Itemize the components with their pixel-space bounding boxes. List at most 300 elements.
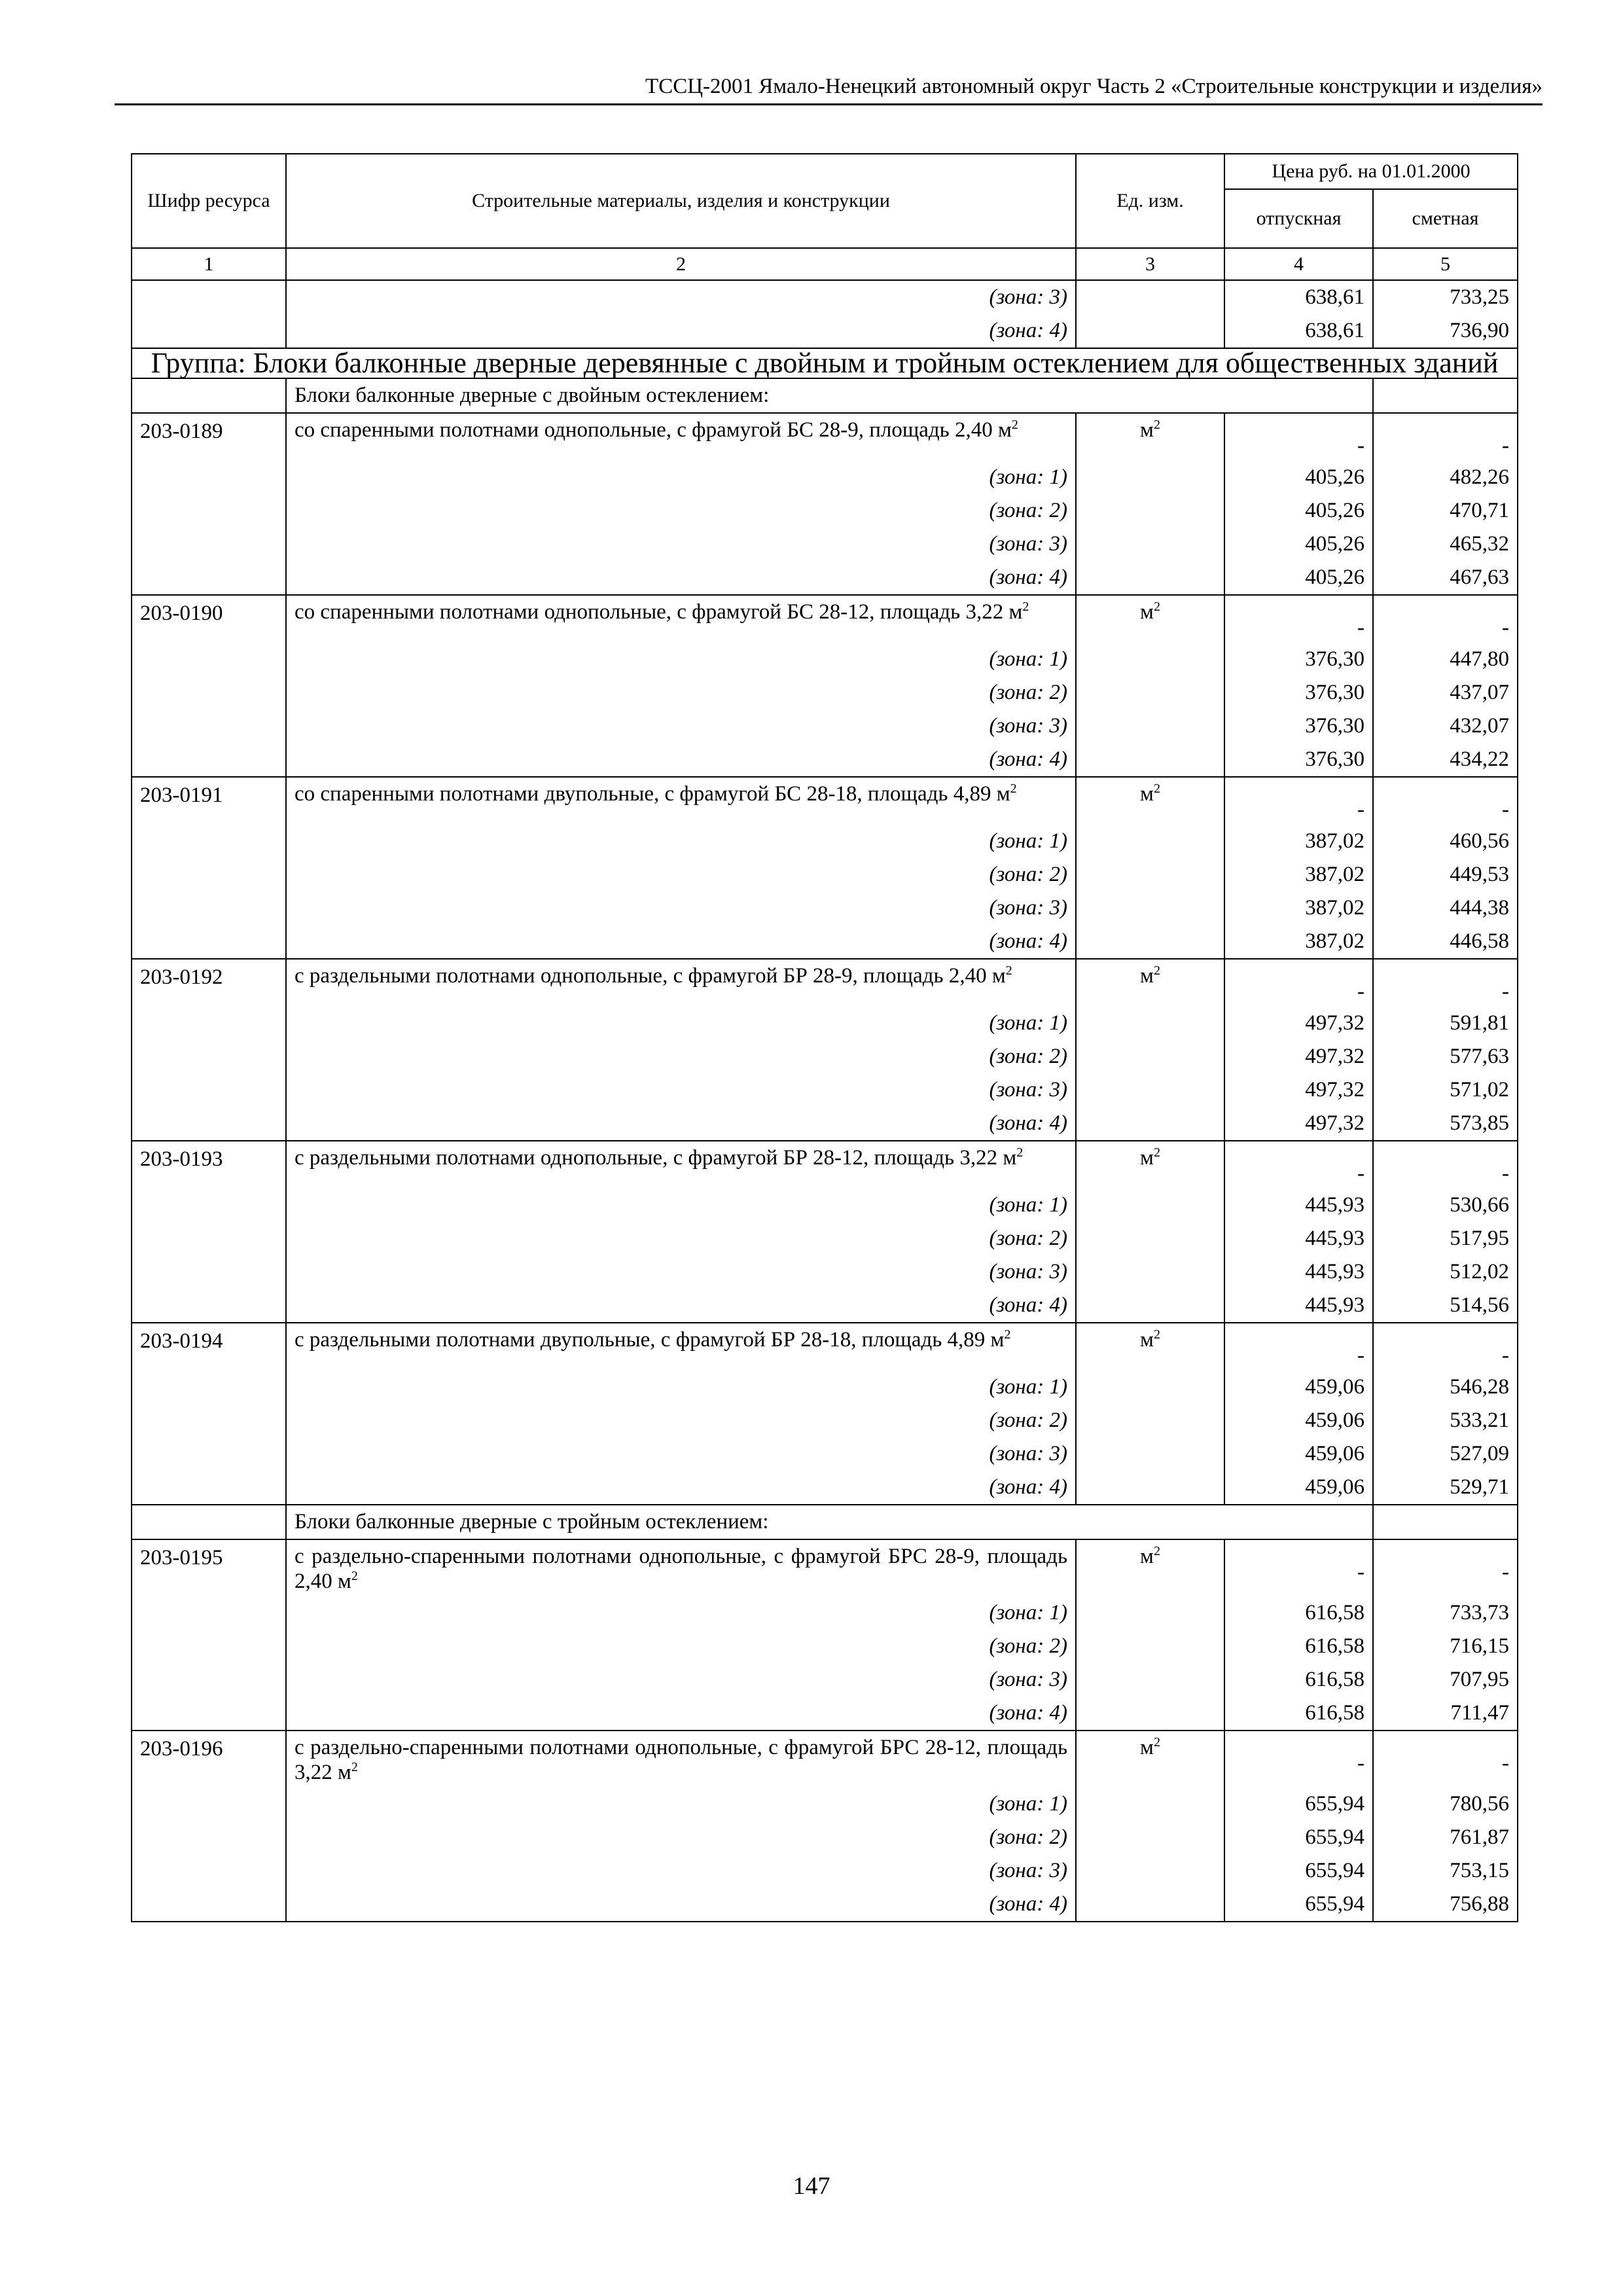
estimate-price: -	[1373, 1323, 1518, 1371]
code-cell	[132, 1255, 286, 1289]
release-price: 655,94	[1224, 1854, 1373, 1888]
unit-cell	[1076, 413, 1224, 461]
zone-label: (зона: 3)	[286, 1854, 1076, 1888]
item-description: со спаренными полотнами однопольные, с фрамугой БС 28-12, площадь 3,22 $м^2$	[286, 595, 1076, 643]
zone-label: (зона: 2)	[286, 1630, 1076, 1663]
release-price: 376,30	[1224, 676, 1373, 709]
col-number: 1	[132, 248, 286, 280]
unit-cell	[1076, 528, 1224, 561]
zone-label: (зона: 3)	[286, 1437, 1076, 1471]
col-number: 3	[1076, 248, 1224, 280]
unit-cell	[1076, 1471, 1224, 1505]
zone-row	[132, 1854, 1518, 1888]
code-cell	[132, 1189, 286, 1222]
code-cell	[132, 1437, 286, 1471]
code-cell	[132, 925, 286, 959]
code-cell	[132, 643, 286, 676]
estimate-price: -	[1373, 1731, 1518, 1787]
code-cell	[132, 891, 286, 925]
zone-label: (зона: 2)	[286, 1404, 1076, 1437]
zone-label: (зона: 1)	[286, 1189, 1076, 1222]
estimate-price: 573,85	[1373, 1107, 1518, 1141]
estimate-price: -	[1373, 959, 1518, 1007]
release-price: 445,93	[1224, 1189, 1373, 1222]
subgroup-row	[132, 378, 1518, 413]
table-header	[132, 154, 1518, 280]
unit-cell	[1076, 1007, 1224, 1040]
estimate-price: 707,95	[1373, 1663, 1518, 1696]
item-row	[132, 1731, 1518, 1787]
estimate-price: 533,21	[1373, 1404, 1518, 1437]
release-price: 638,61	[1224, 314, 1373, 348]
unit-cell	[1076, 1371, 1224, 1404]
zone-label: (зона: 2)	[286, 1222, 1076, 1255]
estimate-price: 571,02	[1373, 1073, 1518, 1107]
unit-cell	[1076, 1222, 1224, 1255]
col-header-price: Цена руб. на 01.01.2000	[1224, 154, 1518, 189]
estimate-price: 761,87	[1373, 1821, 1518, 1854]
unit-cell	[1076, 1255, 1224, 1289]
item-description: с раздельно-спаренными полотнами однопольные, с фрамугой БРС 28-12, площадь 3,22 $м^2$	[286, 1731, 1076, 1787]
unit-cell	[1076, 1821, 1224, 1854]
release-price: -	[1224, 595, 1373, 643]
estimate-price: 514,56	[1373, 1289, 1518, 1323]
release-price: 445,93	[1224, 1289, 1373, 1323]
zone-label: (зона: 1)	[286, 461, 1076, 494]
zone-row	[132, 825, 1518, 858]
code-cell	[132, 280, 286, 314]
code-cell	[132, 1505, 286, 1539]
zone-row	[132, 1404, 1518, 1437]
item-row	[132, 1141, 1518, 1189]
unit-cell	[1076, 825, 1224, 858]
code-cell	[132, 1696, 286, 1731]
area-unit-superscript: 2	[1010, 781, 1017, 796]
release-price: 376,30	[1224, 643, 1373, 676]
zone-row	[132, 314, 1518, 348]
zone-row	[132, 709, 1518, 743]
zone-label: (зона: 2)	[286, 858, 1076, 891]
unit-cell	[1076, 314, 1224, 348]
zone-row	[132, 1787, 1518, 1821]
code-cell	[132, 1471, 286, 1505]
zone-label: (зона: 4)	[286, 925, 1076, 959]
price-table	[131, 153, 1518, 1922]
code-cell	[132, 1787, 286, 1821]
unit-label: м	[1140, 782, 1154, 806]
zone-label: (зона: 1)	[286, 1596, 1076, 1630]
zone-row	[132, 743, 1518, 777]
page-header: ТССЦ-2001 Ямало-Ненецкий автономный округ Часть 2 «Строительные конструкции и изделия»	[645, 75, 1543, 98]
estimate-price: -	[1373, 413, 1518, 461]
release-price: 445,93	[1224, 1255, 1373, 1289]
item-description: с раздельными полотнами однопольные, с фрамугой БР 28-9, площадь 2,40 $м^2$	[286, 959, 1076, 1007]
zone-row	[132, 1696, 1518, 1731]
unit-cell	[1076, 1696, 1224, 1731]
code-cell	[132, 378, 286, 413]
estimate-price: -	[1373, 1539, 1518, 1596]
resource-code: 203-0191	[132, 777, 286, 825]
code-cell	[132, 1073, 286, 1107]
zone-row	[132, 1073, 1518, 1107]
unit-cell	[1076, 1888, 1224, 1922]
zone-label: (зона: 4)	[286, 561, 1076, 595]
release-price: 638,61	[1224, 280, 1373, 314]
release-price: 387,02	[1224, 925, 1373, 959]
estimate-price: 432,07	[1373, 709, 1518, 743]
release-price: 616,58	[1224, 1630, 1373, 1663]
unit-superscript: 2	[1153, 600, 1160, 614]
zone-row	[132, 858, 1518, 891]
code-cell	[132, 1821, 286, 1854]
table-body	[132, 280, 1518, 1922]
zone-row	[132, 1630, 1518, 1663]
unit-superscript: 2	[1153, 781, 1160, 796]
unit-cell	[1076, 1787, 1224, 1821]
zone-label: (зона: 3)	[286, 1073, 1076, 1107]
zone-row	[132, 1007, 1518, 1040]
code-cell	[132, 1888, 286, 1922]
unit-cell	[1076, 280, 1224, 314]
release-price: 445,93	[1224, 1222, 1373, 1255]
unit-cell	[1076, 676, 1224, 709]
zone-label: (зона: 4)	[286, 1696, 1076, 1731]
zone-label: (зона: 3)	[286, 528, 1076, 561]
code-cell	[132, 1596, 286, 1630]
estimate-price: 449,53	[1373, 858, 1518, 891]
release-price: -	[1224, 959, 1373, 1007]
unit-cell	[1076, 1663, 1224, 1696]
code-cell	[132, 1040, 286, 1073]
unit-cell	[1076, 1630, 1224, 1663]
tail-cell	[1373, 1505, 1518, 1539]
zone-label: (зона: 1)	[286, 825, 1076, 858]
release-price: 655,94	[1224, 1888, 1373, 1922]
release-price: -	[1224, 777, 1373, 825]
zone-label: (зона: 3)	[286, 1663, 1076, 1696]
code-cell	[132, 709, 286, 743]
tail-cell	[1373, 378, 1518, 413]
unit-label: м	[1140, 1328, 1154, 1352]
estimate-price: -	[1373, 595, 1518, 643]
item-description: с раздельными полотнами однопольные, с фрамугой БР 28-12, площадь 3,22 $м^2$	[286, 1141, 1076, 1189]
zone-label: (зона: 3)	[286, 891, 1076, 925]
zone-label: (зона: 4)	[286, 1471, 1076, 1505]
area-unit-superscript: 2	[1011, 418, 1018, 432]
zone-row	[132, 1471, 1518, 1505]
unit-superscript: 2	[1153, 1544, 1160, 1558]
zone-label: (зона: 2)	[286, 1040, 1076, 1073]
code-cell	[132, 1404, 286, 1437]
unit-cell	[1076, 1073, 1224, 1107]
unit-superscript: 2	[1153, 963, 1160, 978]
release-price: 497,32	[1224, 1073, 1373, 1107]
unit-cell	[1076, 1854, 1224, 1888]
page-number: 147	[793, 2172, 830, 2200]
item-row	[132, 1323, 1518, 1371]
zone-label: (зона: 1)	[286, 643, 1076, 676]
code-cell	[132, 461, 286, 494]
unit-superscript: 2	[1153, 1145, 1160, 1160]
zone-row	[132, 561, 1518, 595]
unit-cell	[1076, 1404, 1224, 1437]
unit-cell	[1076, 1189, 1224, 1222]
col-header-name: Строительные материалы, изделия и конструкции	[286, 154, 1076, 248]
zone-label: (зона: 4)	[286, 314, 1076, 348]
release-price: 497,32	[1224, 1040, 1373, 1073]
unit-cell	[1076, 858, 1224, 891]
estimate-price: 546,28	[1373, 1371, 1518, 1404]
estimate-price: 733,73	[1373, 1596, 1518, 1630]
zone-label: (зона: 2)	[286, 494, 1076, 528]
zone-row	[132, 1371, 1518, 1404]
code-cell	[132, 1222, 286, 1255]
resource-code: 203-0194	[132, 1323, 286, 1371]
col-number: 2	[286, 248, 1076, 280]
code-cell	[132, 1663, 286, 1696]
resource-code: 203-0193	[132, 1141, 286, 1189]
zone-row	[132, 1040, 1518, 1073]
release-price: 405,26	[1224, 494, 1373, 528]
zone-row	[132, 1663, 1518, 1696]
estimate-price: 470,71	[1373, 494, 1518, 528]
estimate-price: 753,15	[1373, 1854, 1518, 1888]
unit-label: м	[1140, 1736, 1154, 1759]
unit-cell	[1076, 1107, 1224, 1141]
unit-cell	[1076, 1731, 1224, 1787]
zone-row	[132, 528, 1518, 561]
estimate-price: 482,26	[1373, 461, 1518, 494]
group-title: Группа: Блоки балконные дверные деревянные с двойным и тройным остеклением для общественных зданий	[132, 348, 1518, 378]
unit-cell	[1076, 709, 1224, 743]
unit-cell	[1076, 1141, 1224, 1189]
zone-row	[132, 280, 1518, 314]
code-cell	[132, 1854, 286, 1888]
zone-row	[132, 891, 1518, 925]
unit-cell	[1076, 461, 1224, 494]
area-unit-superscript: 2	[1004, 1327, 1011, 1342]
area-unit-superscript: 2	[1005, 963, 1012, 978]
estimate-price: 711,47	[1373, 1696, 1518, 1731]
unit-cell	[1076, 1289, 1224, 1323]
item-description: с раздельно-спаренными полотнами однопольные, с фрамугой БРС 28-9, площадь 2,40 $м^2$	[286, 1539, 1076, 1596]
estimate-price: 444,38	[1373, 891, 1518, 925]
code-cell	[132, 1107, 286, 1141]
release-price: 405,26	[1224, 561, 1373, 595]
zone-label: (зона: 3)	[286, 1255, 1076, 1289]
release-price: 459,06	[1224, 1437, 1373, 1471]
code-cell	[132, 494, 286, 528]
zone-label: (зона: 2)	[286, 1821, 1076, 1854]
unit-cell	[1076, 1040, 1224, 1073]
estimate-price: 437,07	[1373, 676, 1518, 709]
code-cell	[132, 1007, 286, 1040]
release-price: 387,02	[1224, 825, 1373, 858]
release-price: -	[1224, 1323, 1373, 1371]
resource-code: 203-0195	[132, 1539, 286, 1596]
code-cell	[132, 528, 286, 561]
item-row	[132, 959, 1518, 1007]
resource-code: 203-0189	[132, 413, 286, 461]
zone-row	[132, 1222, 1518, 1255]
code-cell	[132, 676, 286, 709]
estimate-price: 529,71	[1373, 1471, 1518, 1505]
release-price: 655,94	[1224, 1821, 1373, 1854]
item-row	[132, 413, 1518, 461]
col-number: 5	[1373, 248, 1518, 280]
estimate-price: 530,66	[1373, 1189, 1518, 1222]
item-description: со спаренными полотнами двупольные, с фрамугой БС 28-18, площадь 4,89 $м^2$	[286, 777, 1076, 825]
unit-superscript: 2	[1153, 1735, 1160, 1749]
zone-label: (зона: 2)	[286, 676, 1076, 709]
resource-code: 203-0196	[132, 1731, 286, 1787]
unit-cell	[1076, 1437, 1224, 1471]
unit-superscript: 2	[1153, 418, 1160, 432]
resource-code: 203-0190	[132, 595, 286, 643]
area-unit-superscript: 2	[351, 1569, 358, 1583]
zone-row	[132, 676, 1518, 709]
unit-cell	[1076, 643, 1224, 676]
area-unit-superscript: 2	[351, 1760, 358, 1774]
subgroup-title: Блоки балконные дверные с тройным остеклением:	[286, 1505, 1373, 1539]
estimate-price: 716,15	[1373, 1630, 1518, 1663]
unit-cell	[1076, 891, 1224, 925]
estimate-price: 756,88	[1373, 1888, 1518, 1922]
item-row	[132, 1539, 1518, 1596]
estimate-price: 591,81	[1373, 1007, 1518, 1040]
unit-cell	[1076, 1323, 1224, 1371]
estimate-price: 434,22	[1373, 743, 1518, 777]
subgroup-row	[132, 1505, 1518, 1539]
release-price: 616,58	[1224, 1663, 1373, 1696]
estimate-price: 446,58	[1373, 925, 1518, 959]
release-price: -	[1224, 1539, 1373, 1596]
unit-cell	[1076, 959, 1224, 1007]
release-price: 405,26	[1224, 461, 1373, 494]
unit-label: м	[1140, 1545, 1154, 1568]
header-divider	[115, 103, 1543, 105]
estimate-price: 517,95	[1373, 1222, 1518, 1255]
unit-label: м	[1140, 964, 1154, 988]
release-price: 459,06	[1224, 1471, 1373, 1505]
zone-label: (зона: 4)	[286, 743, 1076, 777]
zone-row	[132, 494, 1518, 528]
zone-label: (зона: 1)	[286, 1007, 1076, 1040]
zone-label: (зона: 1)	[286, 1787, 1076, 1821]
item-description: с раздельными полотнами двупольные, с фрамугой БР 28-18, площадь 4,89 $м^2$	[286, 1323, 1076, 1371]
release-price: -	[1224, 1731, 1373, 1787]
zone-label: (зона: 3)	[286, 709, 1076, 743]
col-number: 4	[1224, 248, 1373, 280]
col-header-estimate: сметная	[1373, 189, 1518, 248]
estimate-price: 465,32	[1373, 528, 1518, 561]
zone-row	[132, 1821, 1518, 1854]
unit-cell	[1076, 494, 1224, 528]
code-cell	[132, 825, 286, 858]
unit-cell	[1076, 925, 1224, 959]
estimate-price: 460,56	[1373, 825, 1518, 858]
release-price: 387,02	[1224, 891, 1373, 925]
item-description: со спаренными полотнами однопольные, с фрамугой БС 28-9, площадь 2,40 $м^2$	[286, 413, 1076, 461]
release-price: -	[1224, 413, 1373, 461]
unit-cell	[1076, 743, 1224, 777]
release-price: 376,30	[1224, 743, 1373, 777]
zone-label: (зона: 3)	[286, 280, 1076, 314]
release-price: 655,94	[1224, 1787, 1373, 1821]
zone-row	[132, 925, 1518, 959]
release-price: 497,32	[1224, 1107, 1373, 1141]
zone-row	[132, 1107, 1518, 1141]
release-price: 387,02	[1224, 858, 1373, 891]
unit-cell	[1076, 1539, 1224, 1596]
code-cell	[132, 561, 286, 595]
release-price: 616,58	[1224, 1696, 1373, 1731]
zone-row	[132, 1189, 1518, 1222]
unit-label: м	[1140, 418, 1154, 442]
zone-row	[132, 1888, 1518, 1922]
release-price: 616,58	[1224, 1596, 1373, 1630]
item-row	[132, 777, 1518, 825]
estimate-price: -	[1373, 777, 1518, 825]
release-price: -	[1224, 1141, 1373, 1189]
release-price: 459,06	[1224, 1404, 1373, 1437]
zone-label: (зона: 4)	[286, 1289, 1076, 1323]
code-cell	[132, 743, 286, 777]
area-unit-superscript: 2	[1022, 600, 1029, 614]
estimate-price: -	[1373, 1141, 1518, 1189]
estimate-price: 467,63	[1373, 561, 1518, 595]
estimate-price: 577,63	[1373, 1040, 1518, 1073]
zone-label: (зона: 1)	[286, 1371, 1076, 1404]
zone-label: (зона: 4)	[286, 1107, 1076, 1141]
zone-row	[132, 1255, 1518, 1289]
code-cell	[132, 1371, 286, 1404]
unit-cell	[1076, 1596, 1224, 1630]
estimate-price: 527,09	[1373, 1437, 1518, 1471]
unit-cell	[1076, 595, 1224, 643]
estimate-price: 736,90	[1373, 314, 1518, 348]
zone-row	[132, 1596, 1518, 1630]
unit-cell	[1076, 777, 1224, 825]
estimate-price: 447,80	[1373, 643, 1518, 676]
resource-code: 203-0192	[132, 959, 286, 1007]
item-row	[132, 595, 1518, 643]
zone-row	[132, 1437, 1518, 1471]
group-title-row	[132, 348, 1518, 378]
unit-label: м	[1140, 600, 1154, 624]
zone-row	[132, 1289, 1518, 1323]
code-cell	[132, 858, 286, 891]
subgroup-title: Блоки балконные дверные с двойным остеклением:	[286, 378, 1373, 413]
estimate-price: 733,25	[1373, 280, 1518, 314]
col-header-unit: Ед. изм.	[1076, 154, 1224, 248]
code-cell	[132, 1630, 286, 1663]
unit-superscript: 2	[1153, 1327, 1160, 1342]
code-cell	[132, 1289, 286, 1323]
unit-cell	[1076, 561, 1224, 595]
unit-label: м	[1140, 1146, 1154, 1170]
zone-label: (зона: 4)	[286, 1888, 1076, 1922]
col-header-release: отпускная	[1224, 189, 1373, 248]
release-price: 459,06	[1224, 1371, 1373, 1404]
release-price: 497,32	[1224, 1007, 1373, 1040]
code-cell	[132, 314, 286, 348]
zone-row	[132, 461, 1518, 494]
col-header-code: Шифр ресурса	[132, 154, 286, 248]
estimate-price: 512,02	[1373, 1255, 1518, 1289]
zone-row	[132, 643, 1518, 676]
release-price: 405,26	[1224, 528, 1373, 561]
